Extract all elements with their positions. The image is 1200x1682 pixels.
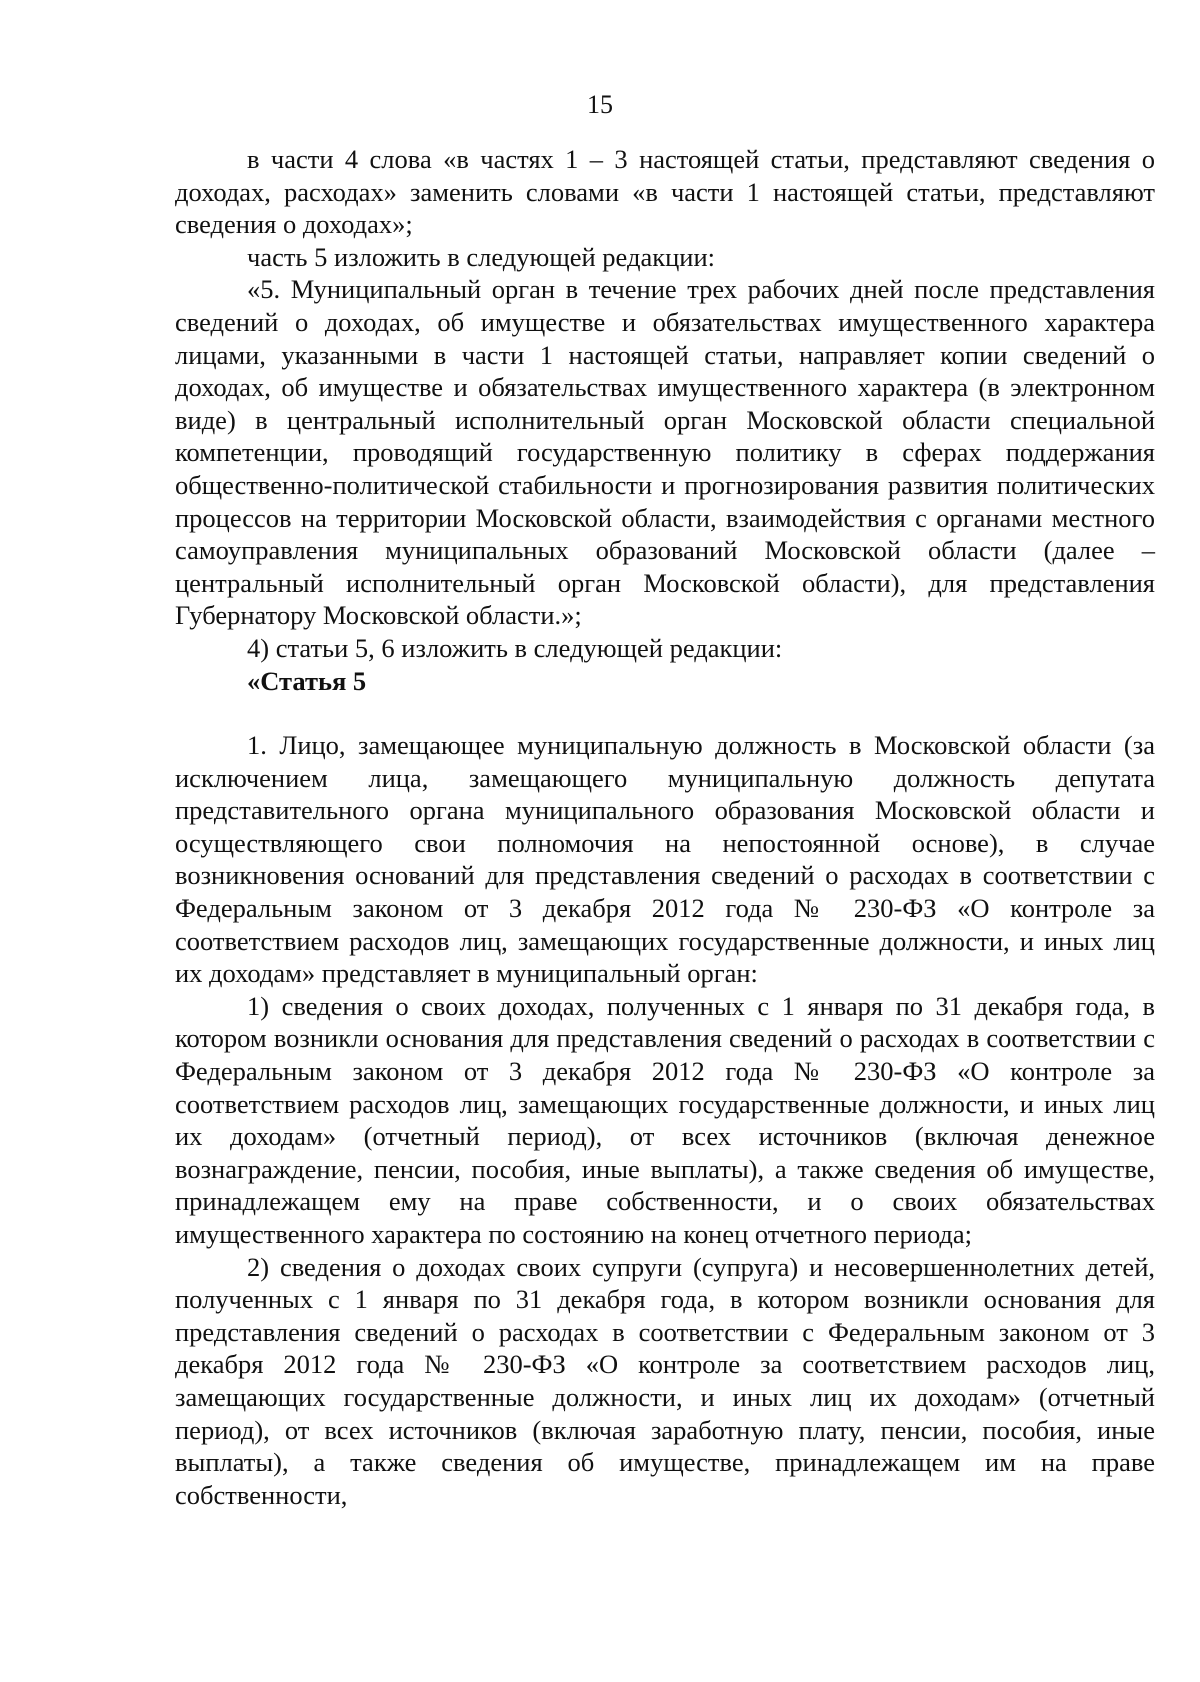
paragraph-part5-text: «5. Муниципальный орган в течение трех рабочих дней после представления сведений о доходах, об имуществе и обязательствах имущественного характера лицами, указанными в части 1 настоящей статьи, направляет копии сведений о доходах, об имуществе и обязательствах имущественного характера (в электронном виде) в центральный исполнительный орган Московской области специальной компетенции, проводящий государственную политику в сферах поддержания общественно-политической стабильности и прогнозирования развития политических процессов на территории Московской области, взаимодействия с органами местного самоуправления муниципальных образований Московской области (далее – центральный исполнительный орган Московской области), для представления Губернатору Московской области.»; xyxy=(175,274,1155,631)
paragraph-part4-amendment: в части 4 слова «в частях 1 – 3 настоящей статьи, представляют сведения о доходах, расходах» заменить словами «в части 1 настоящей статьи, представляют сведения о доходах»; xyxy=(175,144,1155,240)
page-number: 15 xyxy=(587,90,613,119)
paragraph-part5-intro: часть 5 изложить в следующей редакции: xyxy=(247,241,715,272)
heading-spacer xyxy=(175,697,1155,729)
article-5-clause-1: 1. Лицо, замещающее муниципальную должность в Московской области (за исключением лица, замещающего муниципальную должность депутата представительного органа муниципального образования Московской области и осуществляющего свои полномочия на непостоянной основе), в случае возникновения оснований для представления сведений о расходах в соответствии с Федеральным законом от 3 декабря 2012 года № 230-ФЗ «О контроле за соответствием расходов лиц, замещающих государственные должности, и иных лиц их доходам» представляет в муниципальный орган: xyxy=(175,730,1155,989)
document-body xyxy=(175,143,1155,1511)
article-5-subclause-1: 1) сведения о своих доходах, полученных с 1 января по 31 декабря года, в котором возникли основания для представления сведений о расходах в соответствии с Федеральным законом от 3 декабря 2012 года № 230-ФЗ «О контроле за соответствием расходов лиц, замещающих государственные должности, и иных лиц их доходам» (отчетный период), от всех источников (включая денежное вознаграждение, пенсии, пособия, иные выплаты), а также сведения об имуществе, принадлежащем ему на праве собственности, и о своих обязательствах имущественного характера по состоянию на конец отчетного периода; xyxy=(175,990,1155,1249)
article-5-heading: «Статья 5 xyxy=(247,665,367,696)
article-5-subclause-2: 2) сведения о доходах своих супруги (супруга) и несовершеннолетних детей, полученных с 1 января по 31 декабря года, в котором возникли основания для представления сведений о расходах в соответствии с Федеральным законом от 3 декабря 2012 года № 230-ФЗ «О контроле за соответствием расходов лиц, замещающих государственные должности, и иных лиц их доходам» (отчетный период), от всех источников (включая заработную плату, пенсии, пособия, иные выплаты), а также сведения об имуществе, принадлежащем им на праве собственности, xyxy=(175,1251,1155,1510)
paragraph-item4-intro: 4) статьи 5, 6 изложить в следующей редакции: xyxy=(247,632,783,663)
